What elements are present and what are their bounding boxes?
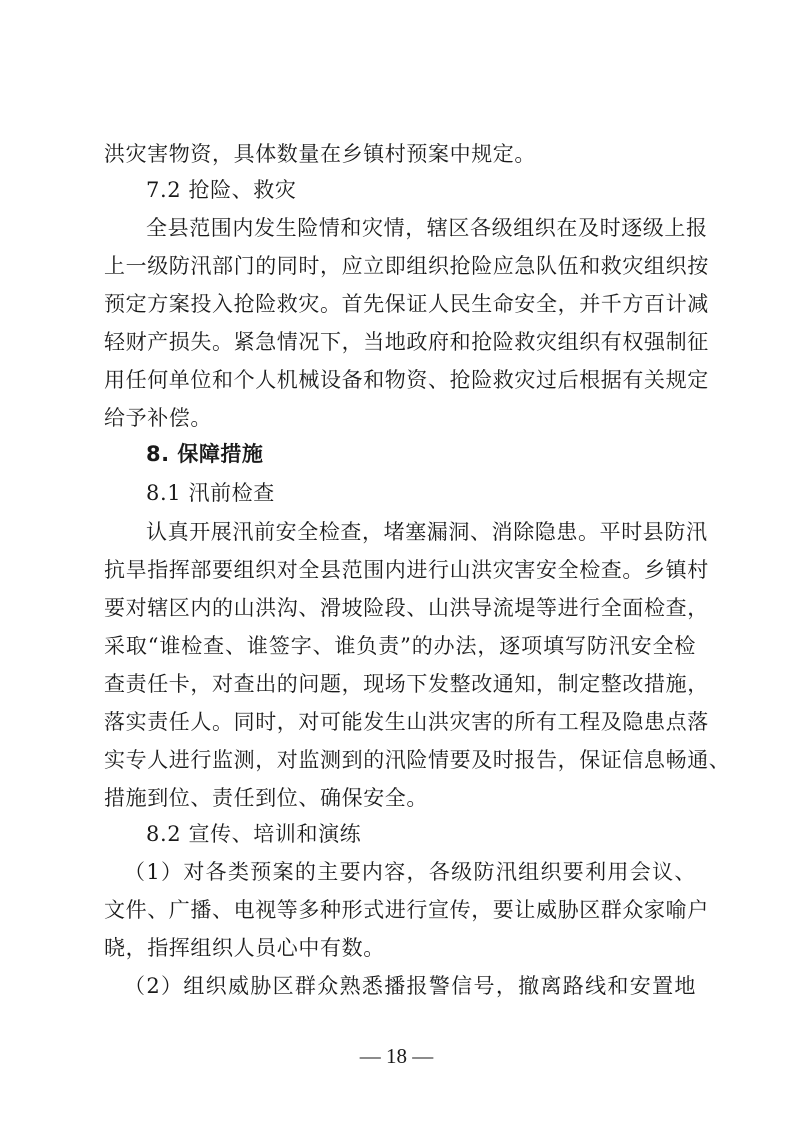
paragraph-line: 给予补偿。 [104, 406, 212, 430]
paragraph-line: 要对辖区内的山洪沟、滑坡险段、山洪导流堤等进行全面检查， [104, 596, 709, 620]
paragraph-line: 文件、广播、电视等多种形式进行宣传，要让威胁区群众家喻户 [104, 898, 709, 922]
paragraph-line: 采取“谁检查、谁签字、谁负责”的办法，逐项填写防汛安全检 [104, 634, 696, 658]
paragraph-line: 全县范围内发生险情和灾情，辖区各级组织在及时逐级上报 [146, 216, 708, 240]
paragraph-line: 上一级防汛部门的同时，应立即组织抢险应急队伍和救灾组织按 [104, 254, 709, 278]
section-heading-7-2: 7.2 抢险、救灾 [146, 178, 297, 202]
paragraph-line: 预定方案投入抢险救灾。首先保证人民生命安全，并千方百计减 [104, 292, 709, 316]
paragraph-line: 用任何单位和个人机械设备和物资、抢险救灾过后根据有关规定 [104, 368, 709, 392]
page-number: — 18 — [359, 1044, 434, 1068]
paragraph-line: （1）对各类预案的主要内容，各级防汛组织要利用会议、 [124, 860, 696, 884]
paragraph-line: 轻财产损失。紧急情况下，当地政府和抢险救灾组织有权强制征 [104, 330, 709, 354]
paragraph-line: 洪灾害物资，具体数量在乡镇村预案中规定。 [104, 142, 536, 166]
section-heading-8-2: 8.2 宣传、培训和演练 [146, 822, 362, 846]
section-heading-8: 8. 保障措施 [146, 442, 264, 466]
paragraph-line: 抗旱指挥部要组织对全县范围内进行山洪灾害安全检查。乡镇村 [104, 558, 709, 582]
paragraph-line: 认真开展汛前安全检查，堵塞漏洞、消除隐患。平时县防汛 [146, 520, 708, 544]
paragraph-line: 实专人进行监测，对监测到的汛险情要及时报告，保证信息畅通、 [104, 748, 731, 772]
paragraph-line: 落实责任人。同时，对可能发生山洪灾害的所有工程及隐患点落 [104, 710, 709, 734]
paragraph-line: 查责任卡，对查出的问题，现场下发整改通知，制定整改措施， [104, 672, 709, 696]
paragraph-line: 晓，指挥组织人员心中有数。 [104, 936, 385, 960]
section-heading-8-1: 8.1 汛前检查 [146, 481, 275, 505]
paragraph-line: （2）组织威胁区群众熟悉播报警信号，撤离路线和安置地 [124, 974, 696, 998]
paragraph-line: 措施到位、责任到位、确保安全。 [104, 786, 428, 810]
